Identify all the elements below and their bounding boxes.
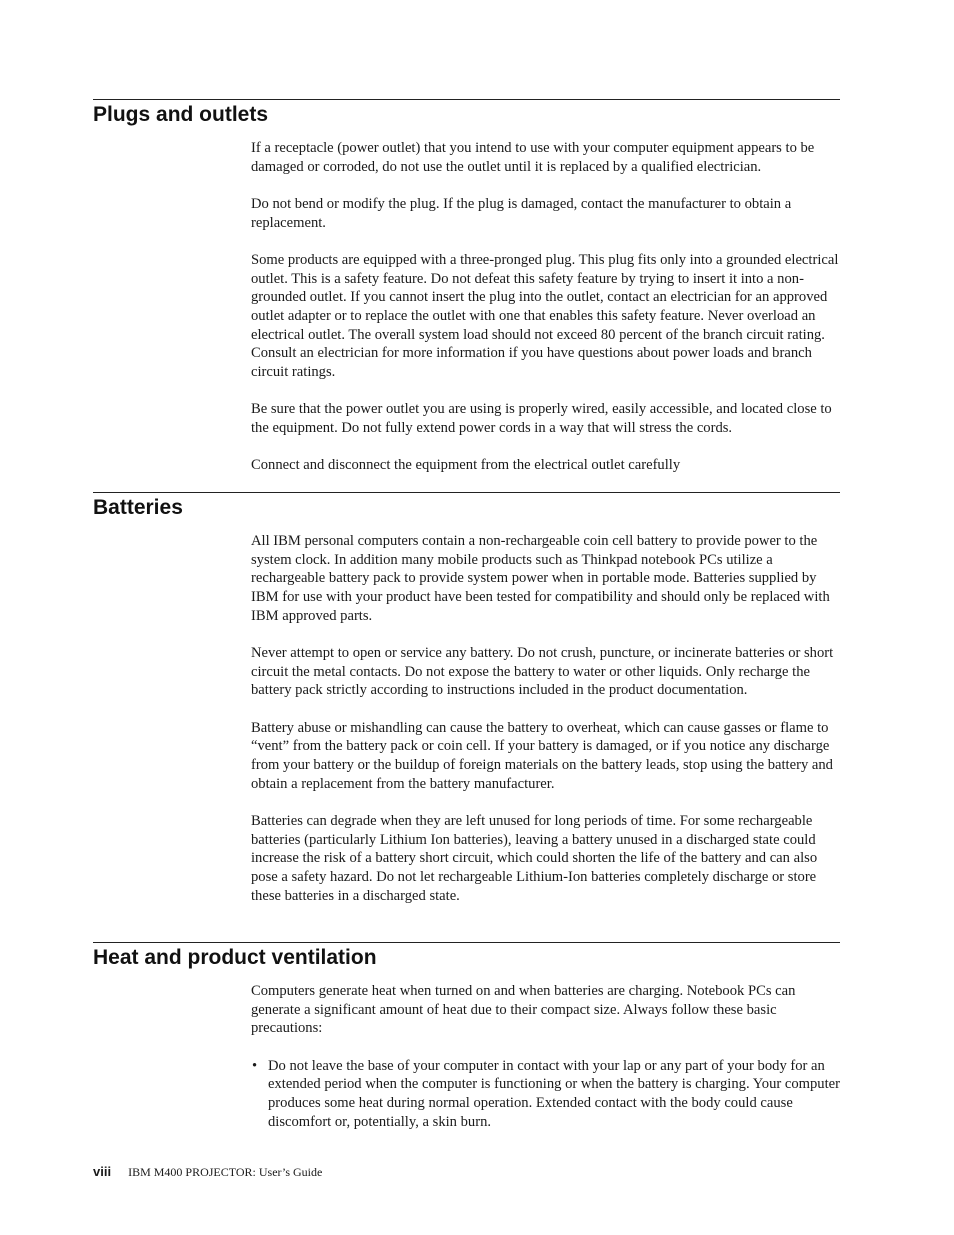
paragraph: Computers generate heat when turned on and when batteries are charging. Notebook PCs can generate a significant amount of heat due to their compact size. Always follow these basic precautions: xyxy=(251,983,796,1037)
list-item xyxy=(251,1057,840,1132)
section-heat-and-ventilation xyxy=(93,942,840,1131)
section-heading: Batteries xyxy=(93,496,183,519)
paragraph: Never attempt to open or service any battery. Do not crush, puncture, or incinerate batteries or short circuit the metal contacts. Do not expose the battery to water or other liquids. Only recharge the battery pack strictly according to instructions included in the product documentation. xyxy=(251,645,834,699)
paragraph: Battery abuse or mishandling can cause the battery to overheat, which can cause gasses or flame to “vent” from the battery pack or coin cell. If your battery is damaged, or if you notice any discharge from your battery or the buildup of foreign materials on the battery leads, stop using the battery and obtain a replacement from the battery manufacturer. xyxy=(251,719,833,792)
page-footer xyxy=(93,1162,322,1182)
paragraph: Do not bend or modify the plug. If the plug is damaged, contact the manufacturer to obtain a replacement. xyxy=(251,195,792,231)
paragraph: Be sure that the power outlet you are using is properly wired, easily accessible, and located close to the equipment. Do not fully extend power cords in a way that will stress the cords. xyxy=(251,401,832,436)
section-body xyxy=(251,532,840,905)
page-number: viii xyxy=(93,1164,112,1179)
footer-title: IBM M400 PROJECTOR: User’s Guide xyxy=(128,1165,323,1179)
section-batteries xyxy=(93,492,840,905)
paragraph: Batteries can degrade when they are left unused for long periods of time. For some rechargeable batteries (particularly Lithium Ion batteries), leaving a battery unused in a discharged state could increase the risk of a battery short circuit, which could shorten the life of the battery and can also pose a safety hazard. Do not let rechargeable Lithium-Ion batteries completely discharge or store these batteries in a discharged state. xyxy=(251,812,818,904)
paragraph: All IBM personal computers contain a non-rechargeable coin cell battery to provide power to the system clock. In addition many mobile products such as Thinkpad notebook PCs utilize a rechargeable battery pack to provide system power when in portable mode. Batteries supplied by IBM for use with your product have been tested for compatibility and should only be replaced with IBM approved parts. xyxy=(251,533,830,624)
section-divider xyxy=(93,492,840,493)
section-body xyxy=(251,139,840,475)
bullet-list xyxy=(251,1057,840,1132)
section-body xyxy=(251,982,840,1131)
paragraph: Connect and disconnect the equipment from the electrical outlet carefully xyxy=(251,457,681,474)
bullet-icon: • xyxy=(252,1057,258,1074)
paragraph: If a receptacle (power outlet) that you intend to use with your computer equipment appears to be damaged or corroded, do not use the outlet until it is replaced by a qualified electrician. xyxy=(251,140,815,175)
section-heading: Heat and product ventilation xyxy=(93,946,377,969)
section-heading: Plugs and outlets xyxy=(93,103,269,126)
paragraph: Some products are equipped with a three-pronged plug. This plug fits only into a grounded electrical outlet. This is a safety feature. Do not defeat this safety feature by trying to insert it into a non-grounded outlet. If you cannot insert the plug into the outlet, contact an electrician for an approved outlet adapter or to replace the outlet with one that enables this safety feature. Never overload an electrical outlet. The overall system load should not exceed 80 percent of the branch circuit rating. Consult an electrician for more information if you have questions about power loads and branch circuit ratings. xyxy=(251,251,839,381)
section-divider xyxy=(93,99,840,100)
section-divider xyxy=(93,942,840,943)
list-item-text: Do not leave the base of your computer in contact with your lap or any part of your body for an extended period when the computer is functioning or when the battery is charging. Your computer produces some heat during normal operation. Extended contact with the body could cause discomfort or, potentially, a skin burn. xyxy=(268,1057,840,1130)
section-plugs-and-outlets xyxy=(93,99,840,475)
